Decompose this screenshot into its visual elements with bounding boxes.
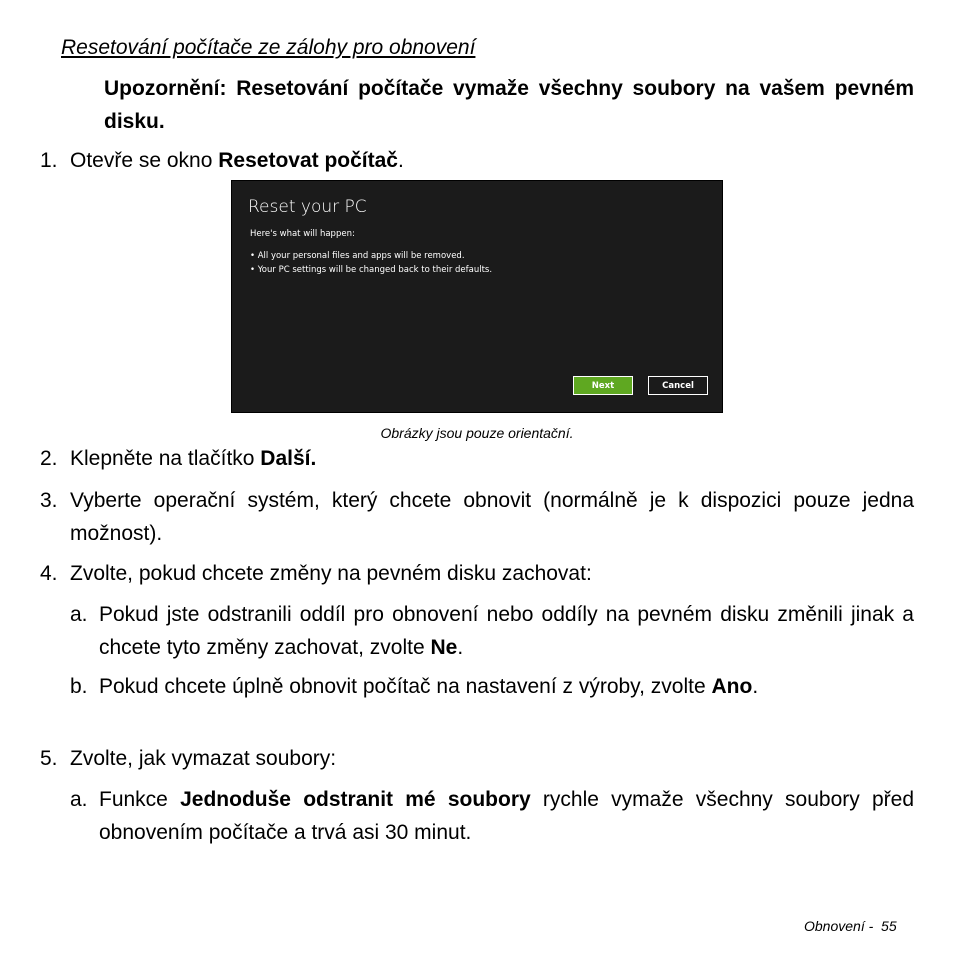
page-number: 55 — [881, 918, 897, 934]
reset-pc-dialog — [231, 180, 723, 413]
step-5a-letter: a. — [70, 788, 88, 811]
page-footer — [804, 918, 897, 934]
step-1: Otevře se okno Resetovat počítač. — [70, 149, 404, 172]
warning-note: Upozornění: Resetování počítače vymaže všechny soubory na vašem pevném disku. — [104, 77, 914, 133]
step-4a-letter: a. — [70, 603, 88, 626]
footer-section: Obnovení - — [804, 918, 874, 934]
section-title: Resetování počítače ze zálohy pro obnovení — [61, 36, 476, 59]
step-5-number: 5. — [40, 747, 58, 770]
dialog-bullet-1: • All your personal files and apps will be removed. — [250, 251, 465, 261]
image-caption: Obrázky jsou pouze orientační. — [380, 425, 574, 441]
step-5a: Funkce Jednoduše odstranit mé soubory rychle vymaže všechny soubory před obnovením počítače a trvá asi 30 minut. — [99, 788, 915, 844]
step-3-number: 3. — [40, 489, 58, 512]
step-4b: Pokud chcete úplně obnovit počítač na nastavení z výroby, zvolte Ano. — [99, 675, 759, 698]
next-button[interactable]: Next — [573, 376, 633, 395]
dialog-bullet-2: • Your PC settings will be changed back to their defaults. — [250, 265, 493, 275]
dialog-title: Reset your PC — [248, 197, 367, 217]
cancel-button[interactable]: Cancel — [648, 376, 708, 395]
step-2: Klepněte na tlačítko Další. — [70, 447, 317, 470]
step-4: Zvolte, pokud chcete změny na pevném disku zachovat: — [70, 562, 592, 585]
step-4b-letter: b. — [70, 675, 88, 698]
dialog-subtitle: Here's what will happen: — [250, 229, 355, 239]
step-4a: Pokud jste odstranili oddíl pro obnovení nebo oddíly na pevném disku změnili jinak a chcete tyto změny zachovat, zvolte Ne. — [99, 603, 914, 659]
step-1-number: 1. — [40, 149, 58, 172]
step-5: Zvolte, jak vymazat soubory: — [70, 747, 337, 770]
step-3: Vyberte operační systém, který chcete obnovit (normálně je k dispozici pouze jedna možnost). — [70, 489, 914, 545]
step-4-number: 4. — [40, 562, 58, 585]
step-2-number: 2. — [40, 447, 58, 470]
